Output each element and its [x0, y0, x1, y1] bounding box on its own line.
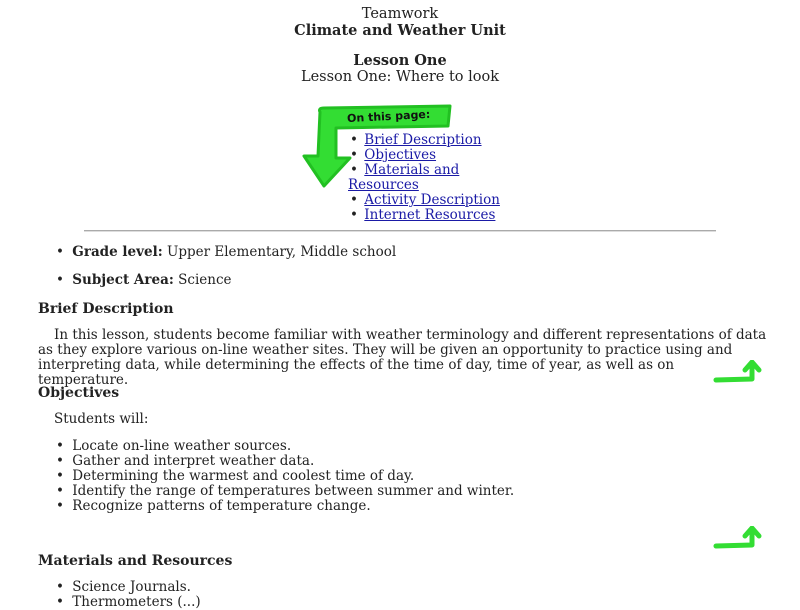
site-name: Teamwork: [361, 6, 439, 22]
subject-area: • Subject Area: Science: [56, 272, 232, 288]
toc-item: • Activity Description: [350, 192, 500, 208]
objectives-heading: Objectives: [38, 385, 120, 401]
toc-link-internet-resources[interactable]: Internet Resources: [364, 207, 496, 223]
subject-label: Subject Area:: [72, 272, 174, 288]
toc-item: • Internet Resources: [350, 207, 496, 223]
grade-level: • Grade level: Upper Elementary, Middle school: [56, 244, 397, 260]
material-text: Science Journals.: [72, 579, 191, 595]
material-text: Thermometers (...): [72, 594, 201, 610]
lesson-subtitle: Lesson One: Where to look: [300, 69, 500, 85]
materials-list: [52, 580, 201, 610]
on-this-page-nav: [300, 100, 500, 225]
materials-heading: Materials and Resources: [38, 553, 233, 569]
grade-value: Upper Elementary, Middle school: [162, 244, 397, 260]
toc-link-materials[interactable]: Materials and Resources: [348, 162, 460, 193]
list-item: • Determining the warmest and coolest time of day.: [56, 468, 415, 484]
objective-text: Gather and interpret weather data.: [72, 453, 315, 469]
lesson-meta: [52, 244, 396, 300]
subject-value: Science: [173, 272, 232, 288]
grade-label: Grade level:: [72, 244, 163, 260]
objective-text: Identify the range of temperatures between summer and winter.: [72, 483, 515, 499]
brief-text: In this lesson, students become familiar with weather terminology and different representations of data as they explore various on-line weather sites. They will be given an opportunity to practice using and interpreting data, while determining the effects of the time of day, time of year, as well as on temperature.: [38, 327, 767, 388]
toc-list: [348, 133, 508, 223]
on-this-page-label: On this page:: [346, 107, 431, 126]
list-item: • Gather and interpret weather data.: [56, 453, 315, 469]
brief-heading: Brief Description: [38, 301, 174, 317]
toc-link-brief-description[interactable]: Brief Description: [364, 132, 482, 148]
objectives-intro: Students will:: [54, 411, 149, 427]
list-item: • Recognize patterns of temperature change.: [56, 498, 371, 514]
objective-text: Recognize patterns of temperature change.: [72, 498, 371, 514]
objectives-list: [52, 439, 514, 514]
toc-item: • Brief Description: [350, 132, 482, 148]
list-item: • Science Journals.: [56, 579, 191, 595]
objective-text: Determining the warmest and coolest time of day.: [72, 468, 415, 484]
toc-item: • Objectives: [350, 147, 437, 163]
list-item: • Identify the range of temperatures between summer and winter.: [56, 483, 515, 499]
list-item: • Thermometers (...): [56, 594, 201, 610]
toc-item: • Materials and Resources: [348, 162, 460, 193]
list-item: • Locate on-line weather sources.: [56, 438, 292, 454]
lesson-title: Lesson One: [353, 52, 447, 69]
back-to-top-arrow-icon[interactable]: [712, 526, 764, 552]
divider: [84, 230, 716, 232]
toc-link-objectives[interactable]: Objectives: [364, 147, 437, 163]
unit-title: Climate and Weather Unit: [294, 22, 506, 39]
objective-text: Locate on-line weather sources.: [72, 438, 292, 454]
back-to-top-arrow-icon[interactable]: [712, 360, 764, 386]
toc-link-activity-description[interactable]: Activity Description: [364, 192, 500, 208]
